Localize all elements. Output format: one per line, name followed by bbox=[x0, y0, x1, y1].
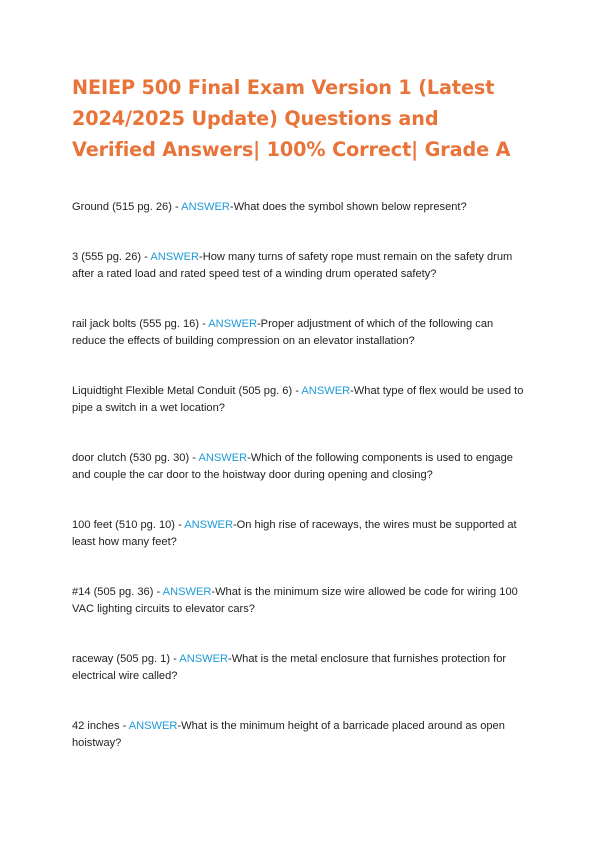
qa-item bbox=[72, 249, 524, 283]
question-text: -Which of the following components is used to engage and couple the car door to the hoistway door during opening and closing? bbox=[72, 452, 513, 481]
qa-item bbox=[72, 718, 524, 752]
qa-item bbox=[72, 199, 524, 216]
answer-text: #14 (505 pg. 36) bbox=[72, 586, 154, 598]
answer-tag: ANSWER bbox=[162, 586, 212, 598]
separator: - bbox=[141, 251, 151, 263]
answer-text: rail jack bolts (555 pg. 16) bbox=[72, 318, 200, 330]
answer-text: Liquidtight Flexible Metal Conduit (505 pg. 6) bbox=[72, 385, 293, 397]
answer-tag: ANSWER bbox=[128, 720, 178, 732]
separator: - bbox=[153, 586, 163, 598]
question-text: -What is the metal enclosure that furnishes protection for electrical wire called? bbox=[72, 653, 507, 682]
separator: - bbox=[189, 452, 199, 464]
separator: - bbox=[171, 201, 182, 213]
qa-item bbox=[72, 517, 524, 551]
question-text: -On high rise of raceways, the wires must be supported at least how many feet? bbox=[72, 519, 517, 548]
qa-item bbox=[72, 651, 524, 685]
separator: - bbox=[170, 653, 180, 665]
separator: - bbox=[119, 720, 129, 732]
answer-text: Ground (515 pg. 26) bbox=[72, 201, 172, 213]
answer-tag: ANSWER bbox=[181, 201, 230, 213]
answer-tag: ANSWER bbox=[301, 385, 351, 397]
answer-tag: ANSWER bbox=[179, 653, 228, 665]
answer-text: 3 (555 pg. 26) bbox=[72, 251, 142, 263]
answer-tag: ANSWER bbox=[198, 452, 248, 464]
answer-text: door clutch (530 pg. 30) bbox=[72, 452, 190, 464]
question-text: -What type of flex would be used to pipe a switch in a wet location? bbox=[72, 385, 524, 414]
answer-text: 100 feet (510 pg. 10) bbox=[72, 519, 176, 531]
question-text: -Proper adjustment of which of the following can reduce the effects of building compression on an elevator installation? bbox=[72, 318, 494, 347]
answer-text: raceway (505 pg. 1) bbox=[72, 653, 171, 665]
document-title: NEIEP 500 Final Exam Version 1 (Latest 2024/2025 Update) Questions and Verified Answers| 100% Correct| Grade A bbox=[72, 76, 511, 161]
question-text: -How many turns of safety rope must remain on the safety drum after a rated load and rated speed test of a winding drum operated safety? bbox=[72, 251, 513, 280]
separator: - bbox=[292, 385, 302, 397]
separator: - bbox=[175, 519, 185, 531]
answer-tag: ANSWER bbox=[208, 318, 257, 330]
separator: - bbox=[199, 318, 209, 330]
qa-item bbox=[72, 316, 524, 350]
question-text: -What is the minimum size wire allowed be code for wiring 100 VAC lighting circuits to elevator cars? bbox=[72, 586, 518, 615]
question-text: -What is the minimum height of a barricade placed around as open hoistway? bbox=[72, 720, 505, 749]
qa-item bbox=[72, 383, 524, 417]
answer-text: 42 inches bbox=[72, 720, 120, 732]
qa-item bbox=[72, 450, 524, 484]
question-text: -What does the symbol shown below represent? bbox=[229, 201, 467, 213]
qa-item bbox=[72, 584, 524, 618]
answer-tag: ANSWER bbox=[150, 251, 200, 263]
qa-list bbox=[72, 199, 524, 752]
answer-tag: ANSWER bbox=[184, 519, 233, 531]
